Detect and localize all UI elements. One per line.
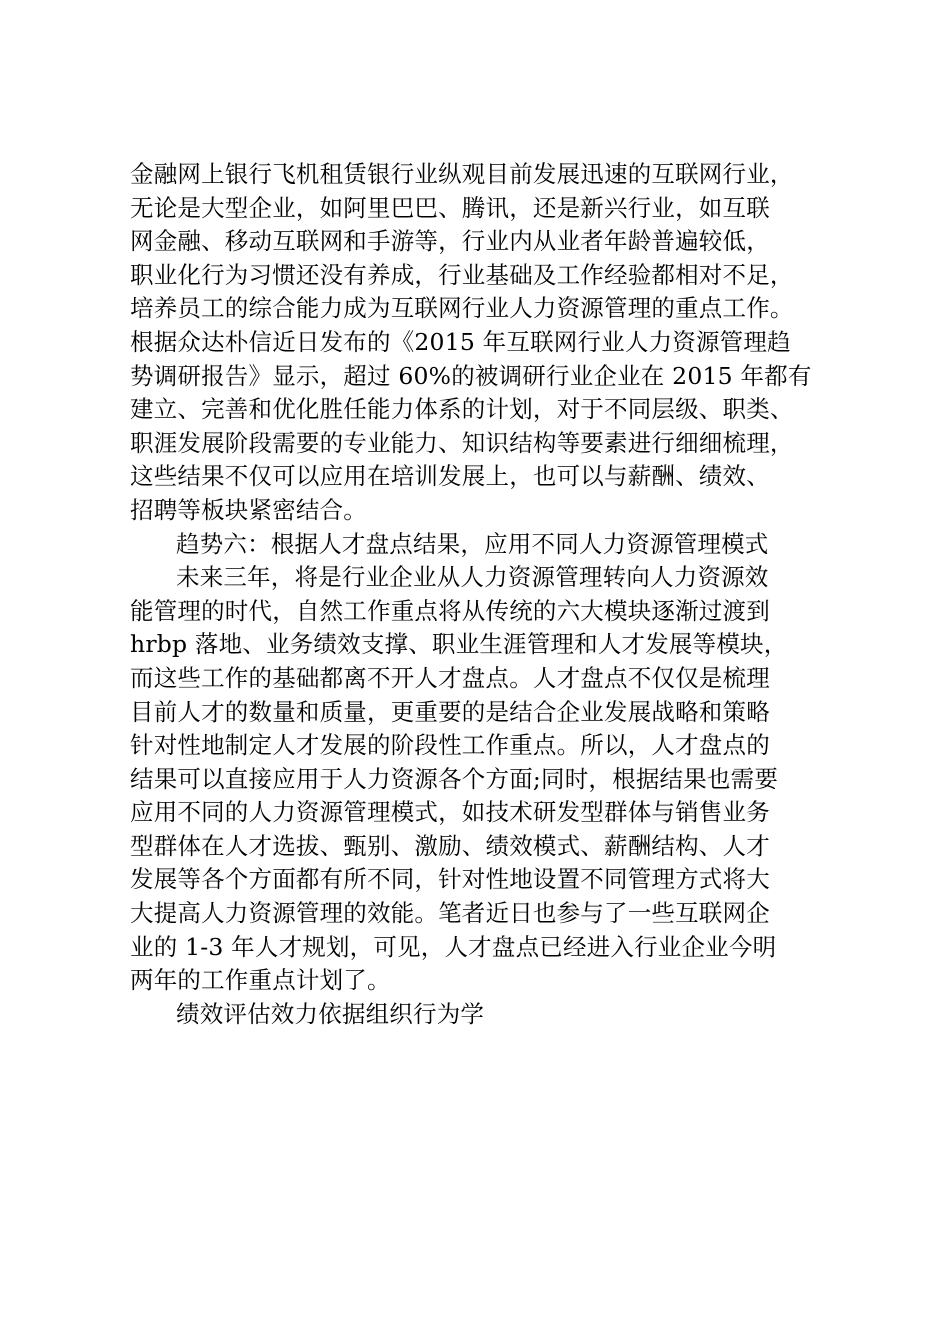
text-line: 发展等各个方面都有所不同，针对性地设置不同管理方式将大	[130, 865, 770, 894]
text-line: 势调研报告》显示，超过 60%的被调研行业企业在 2015 年都有	[130, 361, 812, 390]
text-line: 而这些工作的基础都离不开人才盘点。人才盘点不仅仅是梳理	[130, 663, 770, 692]
text-line: 网金融、移动互联网和手游等，行业内从业者年龄普遍较低，	[130, 227, 770, 256]
text-line: 结果可以直接应用于人力资源各个方面;同时，根据结果也需要	[130, 764, 779, 793]
text-line: 招聘等板块紧密结合。	[130, 495, 367, 524]
text-line: 这些结果不仅可以应用在培训发展上，也可以与薪酬、绩效、	[130, 462, 770, 491]
text-line: 根据众达朴信近日发布的《2015 年互联网行业人力资源管理趋	[130, 327, 791, 356]
text-line: 职业化行为习惯还没有养成，行业基础及工作经验都相对不足，	[130, 260, 794, 289]
text-line: 建立、完善和优化胜任能力体系的计划，对于不同层级、职类、	[130, 395, 794, 424]
text-line: hrbp 落地、业务绩效支撑、职业生涯管理和人才发展等模块，	[130, 630, 788, 659]
text-line: 职涯发展阶段需要的专业能力、知识结构等要素进行细细梳理，	[130, 428, 794, 457]
text-line: 无论是大型企业，如阿里巴巴、腾讯，还是新兴行业，如互联	[130, 193, 770, 222]
text-line: 针对性地制定人才发展的阶段性工作重点。所以，人才盘点的	[130, 731, 770, 760]
text-line: 能管理的时代，自然工作重点将从传统的六大模块逐渐过渡到	[130, 596, 770, 625]
text-line: 培养员工的综合能力成为互联网行业人力资源管理的重点工作。	[130, 294, 794, 323]
text-line: 应用不同的人力资源管理模式，如技术研发型群体与销售业务	[130, 798, 770, 827]
paragraph-first-line: 未来三年，将是行业企业从人力资源管理转向人力资源效	[176, 563, 769, 592]
section-heading: 绩效评估效力依据组织行为学	[176, 999, 485, 1028]
text-line: 金融网上银行飞机租赁银行业纵观目前发展迅速的互联网行业，	[130, 160, 794, 188]
section-heading: 趋势六：根据人才盘点结果，应用不同人力资源管理模式	[176, 529, 769, 558]
text-line: 大提高人力资源管理的效能。笔者近日也参与了一些互联网企	[130, 899, 770, 928]
document-body	[130, 158, 850, 1031]
text-line: 型群体在人才选拔、甄别、激励、绩效模式、薪酬结构、人才	[130, 831, 770, 860]
text-line: 业的 1-3 年人才规划，可见，人才盘点已经进入行业企业今明	[130, 932, 777, 961]
text-line: 两年的工作重点计划了。	[130, 966, 391, 995]
text-line: 目前人才的数量和质量，更重要的是结合企业发展战略和策略	[130, 697, 770, 726]
